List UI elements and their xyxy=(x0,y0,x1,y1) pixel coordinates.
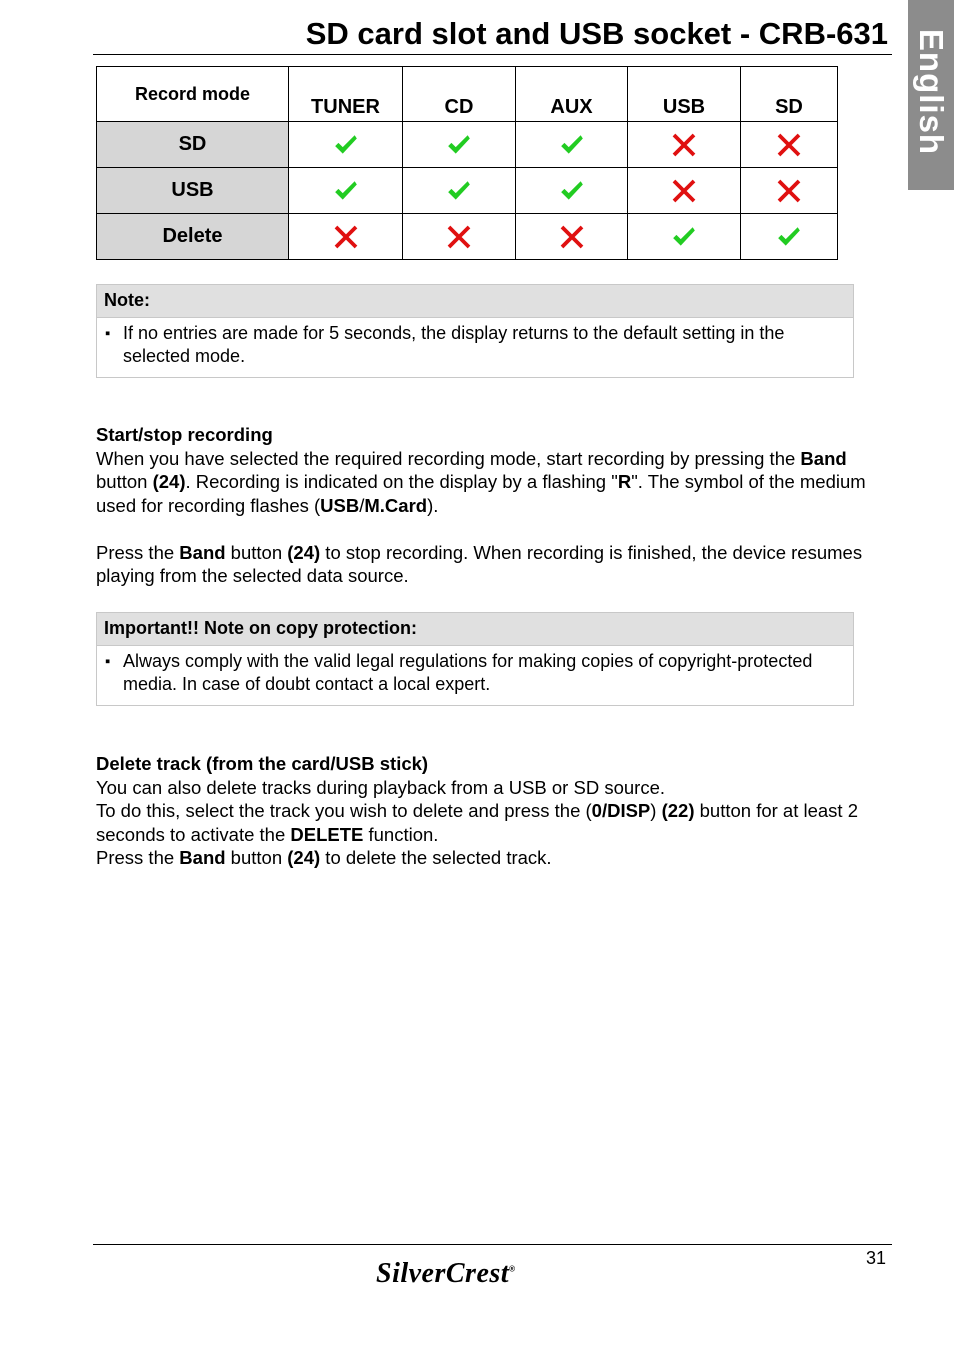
start-stop-paragraph-1 xyxy=(96,447,886,518)
text-run: . Recording is indicated on the display by a flashing " xyxy=(185,471,618,492)
copy-protection-item: ▪ Always comply with the valid legal regulations for making copies of copyright-protected media. In case of doubt contact a local expert. xyxy=(123,650,843,696)
mode-cell xyxy=(403,122,516,168)
section-heading-delete-track: Delete track (from the card/USB stick) xyxy=(96,753,429,774)
mode-cell xyxy=(741,214,838,260)
start-stop-section xyxy=(96,423,886,588)
page-title: SD card slot and USB socket - CRB-631 xyxy=(305,16,888,51)
table-row xyxy=(97,214,838,260)
text-run: button xyxy=(96,471,153,492)
mode-cell xyxy=(741,122,838,168)
button-number: (24) xyxy=(287,541,321,563)
text-run: to delete the selected track. xyxy=(320,847,552,868)
mode-cell xyxy=(628,214,741,260)
text-run: ). xyxy=(427,494,439,516)
table-header-row xyxy=(97,67,838,122)
cross-icon xyxy=(446,224,472,250)
button-number: (24) xyxy=(152,471,186,492)
table-row xyxy=(97,122,838,168)
band-label: Band xyxy=(179,541,226,563)
text-run: Press the xyxy=(96,541,180,563)
text-run: To do this, select the track you wish to delete and press the ( xyxy=(96,800,592,821)
column-header-usb: USB xyxy=(628,67,741,122)
text-run: When you have selected the required recording mode, start recording by pressing the xyxy=(96,447,801,469)
record-mode-header: Record mode xyxy=(97,67,289,122)
row-label-sd: SD xyxy=(97,122,289,168)
cross-icon xyxy=(671,178,697,204)
text-run: ". The symbol of the medium used for recording flashes ( xyxy=(96,471,866,516)
check-icon xyxy=(446,132,472,158)
mode-cell xyxy=(289,122,403,168)
delete-track-line-2 xyxy=(96,799,886,846)
row-label-usb: USB xyxy=(97,168,289,214)
cross-icon xyxy=(776,132,802,158)
mode-cell xyxy=(516,214,628,260)
table-row xyxy=(97,168,838,214)
delete-track-section xyxy=(96,752,886,870)
mode-cell xyxy=(403,168,516,214)
section-heading-start-stop: Start/stop recording xyxy=(96,424,273,445)
mode-cell xyxy=(289,214,403,260)
registered-mark: ® xyxy=(509,1264,516,1274)
footer-divider xyxy=(93,1244,892,1245)
check-icon xyxy=(559,178,585,204)
brand-logo-text: SilverCrest xyxy=(376,1258,510,1289)
language-tab-label: English xyxy=(913,28,950,156)
usb-symbol: USB xyxy=(320,494,360,516)
column-header-aux: AUX xyxy=(516,67,628,122)
mode-cell xyxy=(741,168,838,214)
page-number: 31 xyxy=(866,1248,887,1268)
check-icon xyxy=(333,178,359,204)
column-header-tuner: TUNER xyxy=(289,67,403,122)
brand-logo xyxy=(376,1258,515,1290)
button-number: (22) xyxy=(661,800,695,821)
title-divider xyxy=(93,54,892,55)
note-box xyxy=(96,284,854,378)
check-icon xyxy=(333,132,359,158)
text-run: Press the xyxy=(96,847,180,868)
mode-cell xyxy=(628,122,741,168)
cross-icon xyxy=(559,224,585,250)
row-label-delete: Delete xyxy=(97,214,289,260)
record-symbol: R xyxy=(617,471,632,492)
language-tab xyxy=(908,0,954,190)
column-header-cd: CD xyxy=(403,67,516,122)
mode-cell xyxy=(516,122,628,168)
mode-cell xyxy=(289,168,403,214)
band-label: Band xyxy=(179,847,226,868)
check-icon xyxy=(776,224,802,250)
record-mode-table xyxy=(96,66,838,260)
delete-function-label: DELETE xyxy=(290,823,364,845)
band-label: Band xyxy=(800,447,847,469)
copy-protection-box xyxy=(96,612,854,706)
cross-icon xyxy=(333,224,359,250)
note-list xyxy=(97,318,853,377)
text-run: / xyxy=(359,494,365,516)
text-run: button xyxy=(225,541,288,563)
disp-label: 0/DISP xyxy=(591,800,651,821)
mode-cell xyxy=(403,214,516,260)
copy-protection-heading: Important!! Note on copy protection: xyxy=(97,613,853,646)
button-number: (24) xyxy=(287,847,321,868)
delete-track-line-1: You can also delete tracks during playback from a USB or SD source. xyxy=(96,776,665,798)
mcard-symbol: M.Card xyxy=(364,494,428,516)
text-run: button for at least 2 seconds to activate the xyxy=(96,800,859,845)
column-header-sd: SD xyxy=(741,67,838,122)
check-icon xyxy=(559,132,585,158)
delete-track-line-3 xyxy=(96,846,886,870)
text-run: to stop recording. When recording is finished, the device resumes playing from the selected data source. xyxy=(96,541,863,586)
cross-icon xyxy=(671,132,697,158)
mode-cell xyxy=(516,168,628,214)
check-icon xyxy=(671,224,697,250)
text-run: ) xyxy=(650,800,662,821)
check-icon xyxy=(446,178,472,204)
text-run: function. xyxy=(363,823,439,845)
cross-icon xyxy=(776,178,802,204)
note-item: ▪ If no entries are made for 5 seconds, the display returns to the default setting in the selected mode. xyxy=(123,322,843,368)
mode-cell xyxy=(628,168,741,214)
note-heading: Note: xyxy=(97,285,853,318)
copy-protection-list xyxy=(97,646,853,705)
start-stop-paragraph-2 xyxy=(96,541,886,588)
text-run: button xyxy=(225,847,288,868)
